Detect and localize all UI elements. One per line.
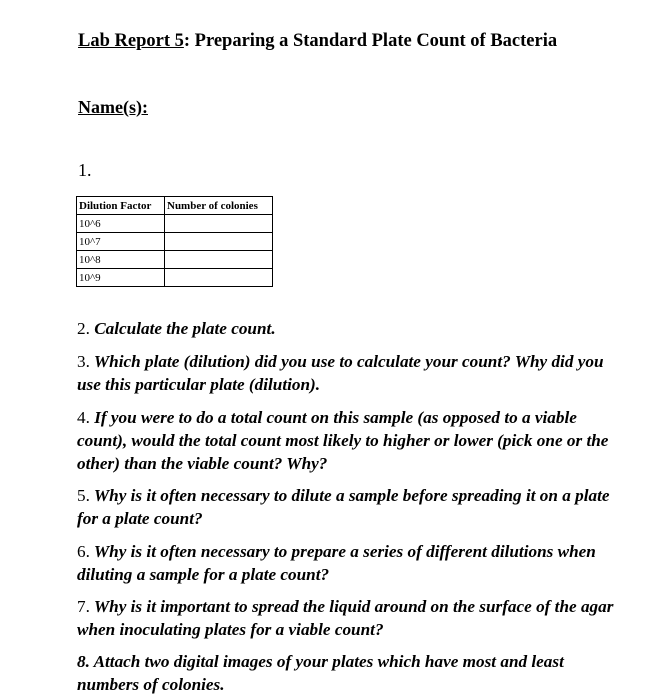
question-3 [77, 350, 617, 396]
question-number: 8. [77, 652, 90, 671]
question-7 [77, 595, 617, 641]
header-number-of-colonies: Number of colonies [165, 197, 273, 215]
question-text: Why is it often necessary to prepare a series of different dilutions when diluting a sample for a plate count? [77, 542, 596, 584]
colonies-cell [165, 233, 273, 251]
header-dilution-factor: Dilution Factor [77, 197, 165, 215]
dilution-cell: 10^7 [77, 233, 165, 251]
names-label: Name(s): [78, 97, 148, 117]
table-row [77, 233, 273, 251]
page-title [78, 31, 557, 52]
title-prefix: Lab Report 5 [78, 31, 184, 51]
title-rest: : Preparing a Standard Plate Count of Bacteria [183, 31, 558, 51]
table-row [77, 251, 273, 269]
question-number: 7. [77, 597, 90, 616]
question-6 [77, 540, 617, 586]
question-text: Which plate (dilution) did you use to calculate your count? Why did you use this particular plate (dilution). [77, 352, 604, 394]
question-number: 3. [77, 352, 90, 371]
question-number: 4. [77, 408, 90, 427]
colonies-cell [165, 269, 273, 287]
table-row [77, 215, 273, 233]
table-header-row [77, 197, 273, 215]
question-8 [77, 650, 617, 696]
question-5 [77, 484, 617, 530]
question-text: Why is it important to spread the liquid around on the surface of the agar when inoculating plates for a viable count? [77, 597, 614, 639]
question-number: 6. [77, 542, 90, 561]
question-1-number: 1. [78, 160, 92, 180]
colony-count-table [76, 196, 273, 287]
question-text: Calculate the plate count. [94, 319, 276, 338]
question-number: 2. [77, 319, 90, 338]
question-text: If you were to do a total count on this sample (as opposed to a viable count), would the total count most likely to higher or lower (pick one or the other) than the viable count? Why? [77, 408, 609, 473]
question-number: 5. [77, 486, 90, 505]
table-row [77, 269, 273, 287]
dilution-cell: 10^9 [77, 269, 165, 287]
colonies-cell [165, 251, 273, 269]
question-text: Why is it often necessary to dilute a sample before spreading it on a plate for a plate count? [77, 486, 610, 528]
question-text: Attach two digital images of your plates which have most and least numbers of colonies. [77, 652, 564, 694]
question-4 [77, 406, 617, 475]
colonies-cell [165, 215, 273, 233]
question-2 [77, 317, 617, 340]
dilution-cell: 10^6 [77, 215, 165, 233]
dilution-cell: 10^8 [77, 251, 165, 269]
